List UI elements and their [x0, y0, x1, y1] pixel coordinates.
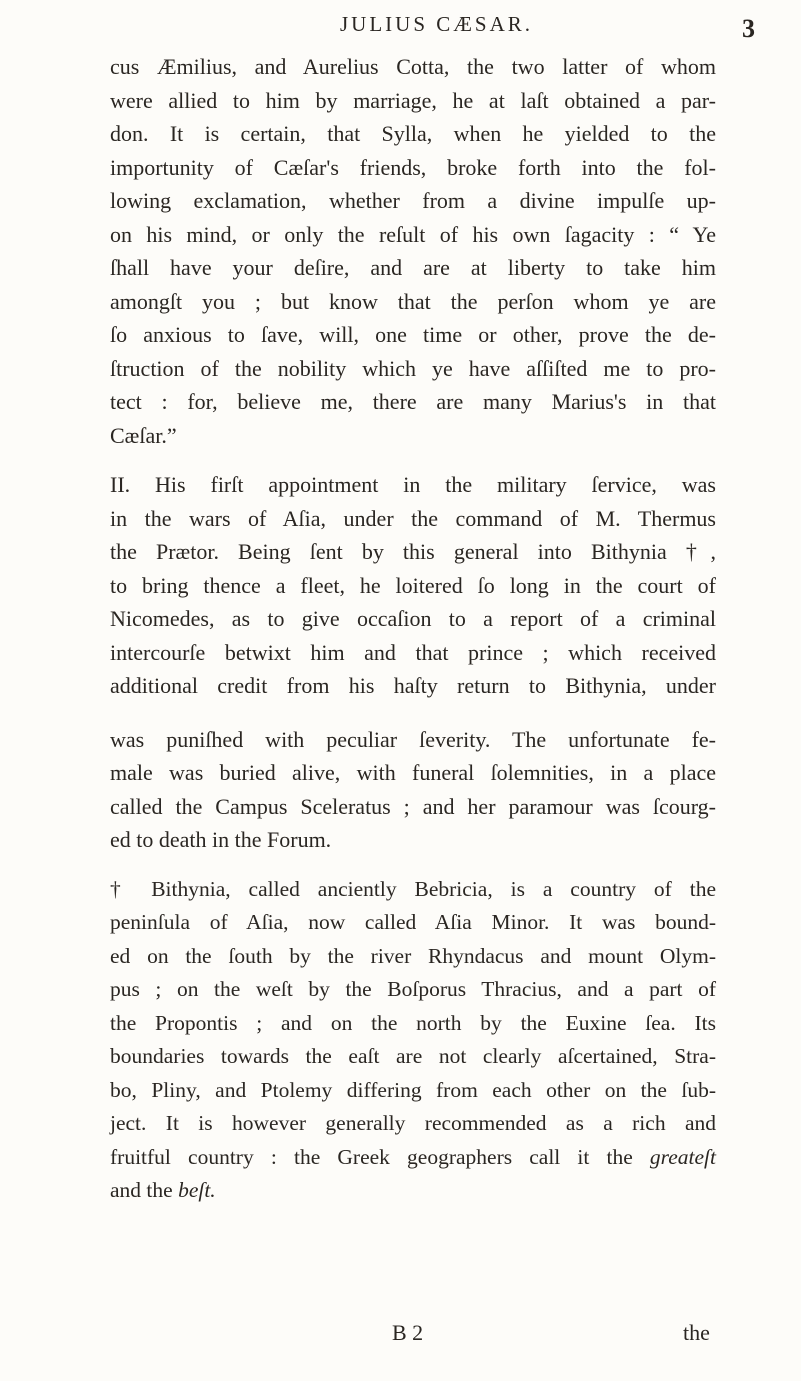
carryover-note — [110, 723, 716, 857]
text-line: ed to death in the Forum. — [110, 827, 332, 852]
text-line: called the Campus Sceleratus ; and her paramour was ſcourg- — [110, 793, 716, 819]
footnote-line — [110, 1141, 716, 1175]
text-line: importunity of Cæſar's friends, broke forth into the fol- — [110, 154, 716, 180]
text-line: the Prætor. Being ſent by this general into Bithynia †, — [110, 539, 716, 564]
note-spacer — [110, 703, 716, 723]
running-title: JULIUS CÆSAR. — [340, 12, 534, 36]
text-line: additional credit from his haſty return to Bithynia, under — [110, 673, 716, 698]
footnote-italic-word: beſt. — [178, 1178, 216, 1202]
text-line: II. His firſt appointment in the military ſervice, was — [110, 472, 716, 497]
signature-mark: B 2 — [392, 1320, 424, 1345]
footnote-bithynia — [110, 873, 716, 1208]
paragraph-spacer — [110, 452, 716, 468]
footnote-line: the Propontis ; and on the north by the Euxine ſea. Its — [110, 1010, 716, 1035]
footnote-line: ed on the ſouth by the river Rhyndacus and mount Olym- — [110, 943, 716, 968]
footnote-spacer — [110, 857, 716, 873]
text-line: ſtruction of the nobility which ye have aſſiſted me to pro- — [110, 355, 716, 381]
text-line: amongſt you ; but know that the perſon whom ye are — [110, 288, 716, 314]
footnote-line: ject. It is however generally recommended as a rich and — [110, 1111, 716, 1135]
text-line: Cæſar.” — [110, 422, 177, 448]
text-line: ſo anxious to ſave, will, one time or other, prove the de- — [110, 322, 716, 347]
page-number: 3 — [742, 14, 755, 43]
text-line: in the wars of Aſia, under the command of M. Thermus — [110, 505, 716, 531]
text-line: was puniſhed with peculiar ſeverity. The unfortunate fe- — [110, 726, 716, 752]
text-line: tect : for, believe me, there are many Marius's in that — [110, 389, 716, 414]
text-line: intercourſe betwixt him and that prince ; which received — [110, 639, 716, 665]
text-line: to bring thence a fleet, he loitered ſo long in the court of — [110, 572, 716, 598]
footnote-italic-word: greateſt — [649, 1144, 716, 1169]
text-line: Nicomedes, as to give occaſion to a report of a criminal — [110, 606, 716, 631]
text-line: on his mind, or only the reſult of his own ſagacity : “ Ye — [110, 221, 716, 247]
catchword: the — [683, 1320, 710, 1345]
footnote-line: boundaries towards the eaſt are not clearly aſcertained, Stra- — [110, 1044, 716, 1068]
footnote-line: bo, Pliny, and Ptolemy differing from each other on the ſub- — [110, 1077, 716, 1102]
footnote-line: peninſula of Aſia, now called Aſia Minor. It was bound- — [110, 910, 716, 934]
catchline — [0, 1318, 801, 1352]
footnote-line: pus ; on the weſt by the Boſporus Thracius, and a part of — [110, 977, 716, 1001]
paragraph-sylla-exclamation — [110, 50, 716, 452]
text-line: were allied to him by marriage, he at laſt obtained a par- — [110, 87, 716, 113]
running-head — [0, 6, 801, 46]
text-line: don. It is certain, that Sylla, when he yielded to the — [110, 121, 716, 146]
footnote-line: † Bithynia, called anciently Bebricia, is a country of the — [110, 876, 716, 901]
footnote-line — [110, 1174, 716, 1208]
footnote-text: and the — [110, 1178, 173, 1202]
text-line: male was buried alive, with funeral ſolemnities, in a place — [110, 760, 716, 785]
footnote-text: fruitful country : the Greek geographers call it the — [110, 1144, 633, 1169]
paragraph-military-service — [110, 468, 716, 703]
text-line: lowing exclamation, whether from a divine impulſe up- — [110, 188, 716, 213]
text-block — [110, 50, 716, 1208]
text-line: cus Æmilius, and Aurelius Cotta, the two latter of whom — [110, 54, 716, 79]
text-line: ſhall have your deſire, and are at liberty to take him — [110, 255, 716, 280]
